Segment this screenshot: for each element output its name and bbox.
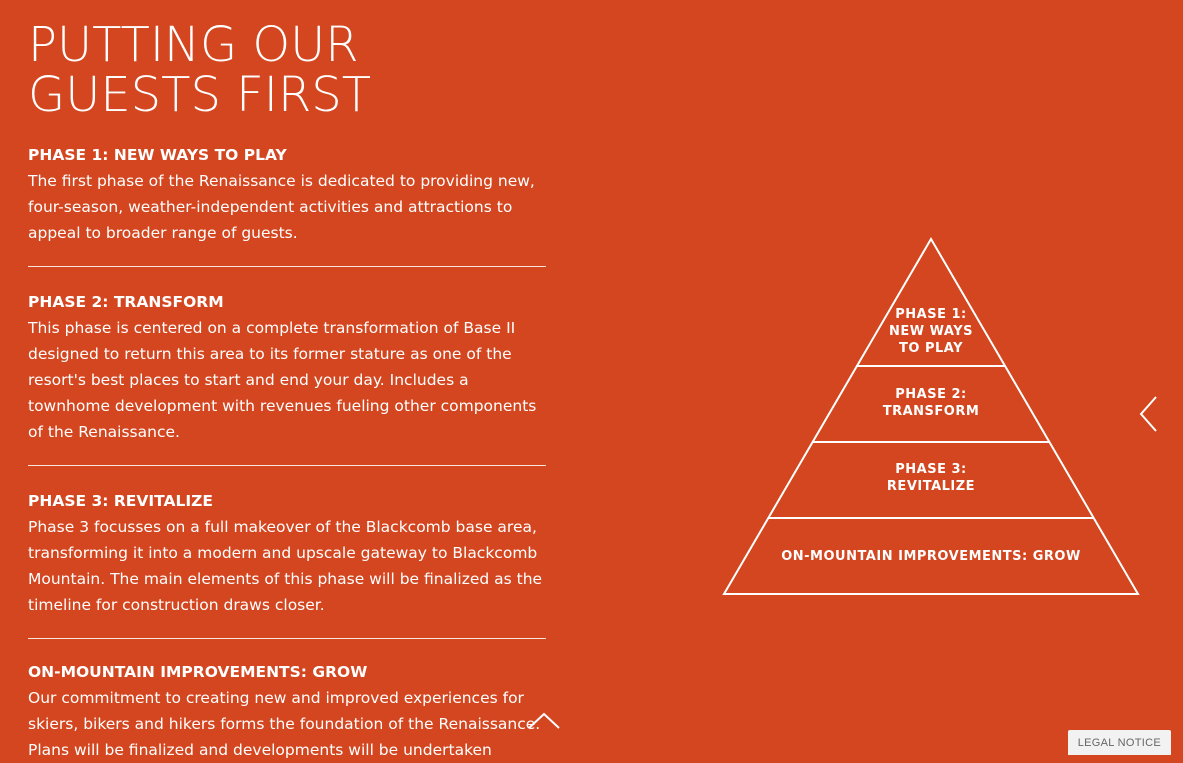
- legal-notice-link[interactable]: LEGAL NOTICE: [1068, 730, 1171, 755]
- phase-1-section: [28, 146, 546, 246]
- phase-4-section: [28, 663, 546, 763]
- phase-3-heading: PHASE 3: REVITALIZE: [28, 492, 213, 510]
- pyramid-tier-2-label: [848, 386, 1014, 420]
- pyramid-tier-1-line-2: NEW WAYS: [889, 324, 973, 339]
- pyramid-tier-1-line-3: TO PLAY: [899, 341, 963, 356]
- phase-list: [28, 146, 546, 763]
- pyramid-tier-3-line-1: PHASE 3:: [895, 462, 967, 477]
- pyramid-tier-3-label: [848, 461, 1014, 495]
- pyramid-tier-2-line-2: TRANSFORM: [882, 404, 980, 419]
- pyramid-tier-2-line-1: PHASE 2:: [895, 387, 967, 402]
- divider: [28, 266, 546, 267]
- pyramid-tier-3-line-2: REVITALIZE: [886, 479, 976, 494]
- phase-1-heading: PHASE 1: NEW WAYS TO PLAY: [28, 146, 287, 164]
- pyramid-tier-4-label: ON-MOUNTAIN IMPROVEMENTS: GROW: [781, 549, 1081, 564]
- chevron-left-icon: [1136, 393, 1166, 435]
- phase-2-section: [28, 293, 546, 445]
- phase-3-body: Phase 3 focusses on a full makeover of the Blackcomb base area, transforming it into a modern and upscale gateway to Blackcomb Mountain. The main elements of this phase will be finalized as the timeline for construction draws closer.: [28, 518, 543, 614]
- page-title-line-2: GUESTS FIRST: [28, 67, 372, 123]
- page-title: [28, 17, 548, 123]
- page-title-line-1: PUTTING OUR: [28, 17, 359, 73]
- scroll-to-top-button[interactable]: [526, 708, 562, 734]
- phase-4-heading: ON-MOUNTAIN IMPROVEMENTS: GROW: [28, 663, 368, 681]
- phase-2-body: This phase is centered on a complete transformation of Base II designed to return this area to its former stature as one of the resort's best places to start and end your day. Includes a townhome development with revenues fueling other components of the Renaissance.: [28, 319, 537, 441]
- phase-2-heading: PHASE 2: TRANSFORM: [28, 293, 224, 311]
- pyramid-tier-1-line-1: PHASE 1:: [895, 307, 967, 322]
- pyramid-tier-1-label: [864, 306, 998, 357]
- divider: [28, 465, 546, 466]
- phase-3-section: [28, 492, 546, 618]
- carousel-prev-button[interactable]: [1136, 393, 1166, 435]
- phase-4-body: Our commitment to creating new and improved experiences for skiers, bikers and hikers forms the foundation of the Renaissance. Plans will be finalized and developments will be undertaken: [28, 689, 541, 759]
- phase-1-body: The first phase of the Renaissance is dedicated to providing new, four-season, weather-independent activities and attractions to appeal to broader range of guests.: [28, 172, 535, 242]
- divider: [28, 638, 546, 639]
- chevron-up-icon: [526, 708, 562, 734]
